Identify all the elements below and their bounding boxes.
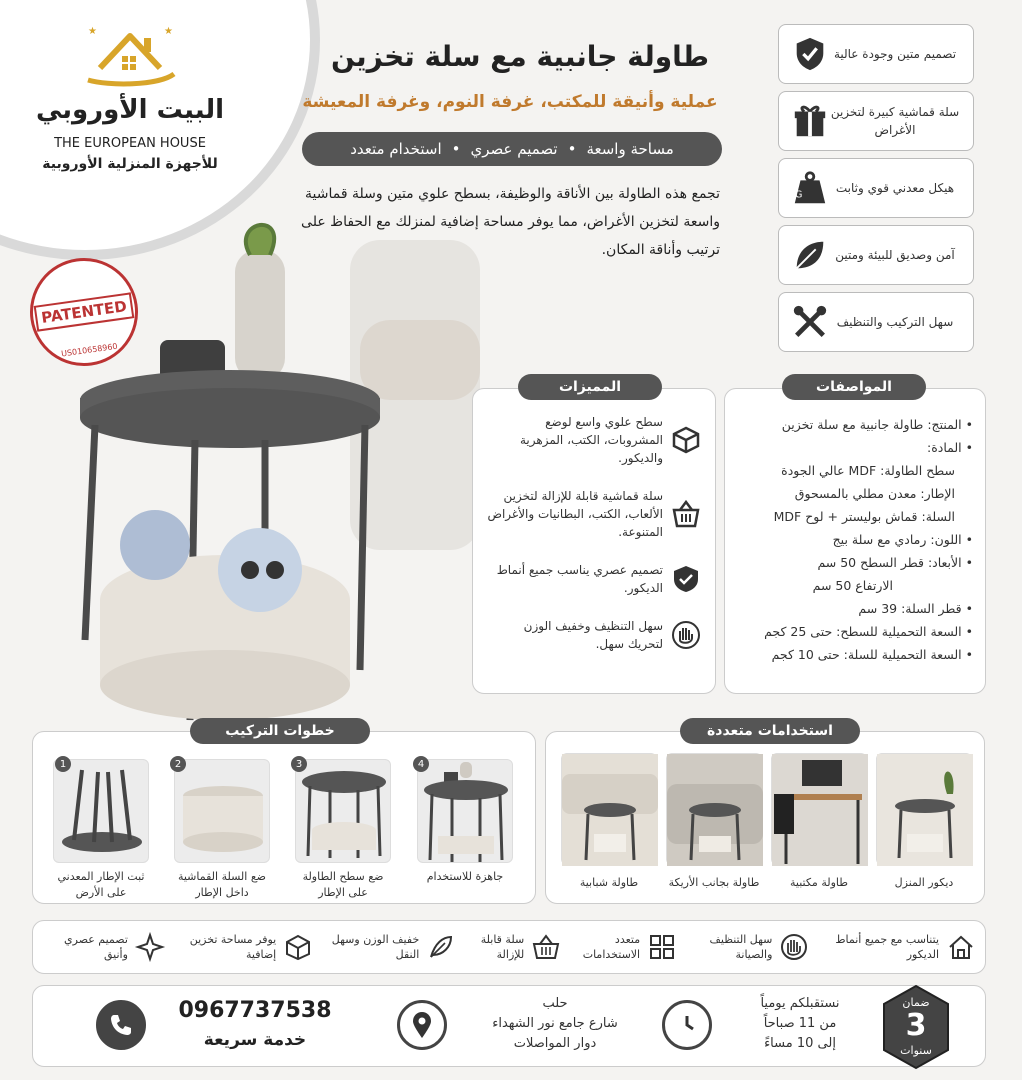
step-number: 4 [413, 756, 429, 772]
install-step [417, 759, 513, 885]
step-image [53, 759, 149, 863]
grid-icon [648, 933, 676, 961]
spec-line: • الأبعاد: قطر السطح 50 سم [817, 555, 973, 570]
step-caption: ضع السلة القماشية داخل الإطار [177, 870, 267, 899]
warranty-top: ضمان [902, 996, 930, 1009]
feature-card [778, 158, 974, 218]
warranty-number: 3 [905, 1008, 927, 1043]
feature-bar-item [808, 932, 975, 962]
cube-icon [671, 425, 701, 455]
basket-icon [532, 933, 560, 961]
address [460, 994, 650, 1054]
advantage-item [487, 561, 701, 597]
step-caption: ضع سطح الطاولة على الإطار [302, 870, 384, 899]
use-item [666, 753, 762, 891]
home-icon [947, 933, 975, 961]
spec-line: السلة: قماش بوليستر + لوح MDF [773, 509, 955, 524]
install-step [174, 759, 270, 901]
dot-separator: • [451, 140, 461, 158]
address-line: حلب [542, 996, 568, 1011]
warranty-bottom: سنوات [900, 1044, 932, 1057]
feature-card-text: سهل التركيب والتنظيف [836, 315, 954, 329]
phone-number[interactable]: 0967737538 [178, 998, 332, 1023]
brand-tagline: للأجهزة المنزلية الأوروبية [42, 156, 218, 172]
feature-bar-text: سلة قابلة للإزالة [480, 933, 525, 961]
step-image [174, 759, 270, 863]
advantages-tab: المميزات [518, 374, 662, 400]
highlight-item: تصميم عصري [470, 140, 558, 158]
use-caption: طاولة بجانب الأريكة [668, 876, 760, 889]
product-description: تجمع هذه الطاولة بين الأناقة والوظيفة، بسطح علوي متين وسلة قماشية واسعة لتخزين الأغراض، مما يوفر مساحة إضافية لمنزلك مع الحفاظ على ترتيب وأناقة المكان. [301, 186, 720, 258]
feature-card-text: آمن وصديق للبيئة ومتين [835, 248, 955, 262]
use-item [876, 753, 972, 891]
spec-line: سطح الطاولة: MDF عالي الجودة [781, 463, 955, 478]
feature-card-text: تصميم متين وجودة عالية [833, 47, 957, 61]
spec-line: • قطر السلة: 39 سم [858, 601, 973, 616]
page-subtitle: عملية وأنيقة للمكتب، غرفة النوم، وغرفة المعيشة [302, 92, 718, 112]
address-line: شارع جامع نور الشهداء [492, 1016, 618, 1031]
sparkle-icon [136, 933, 164, 961]
spec-line: • المادة: [927, 440, 973, 455]
hours-line: نستقبلكم يومياً [760, 996, 840, 1011]
feature-bar-item [43, 932, 164, 962]
advantage-item [487, 487, 701, 541]
feature-card [778, 91, 974, 151]
feature-bar-text: يوفر مساحة تخزين إضافية [189, 933, 277, 961]
box-icon [284, 933, 312, 961]
uses-tab: استخدامات متعددة [680, 718, 860, 744]
address-line: دوار المواصلات [513, 1036, 597, 1051]
clock-icon [662, 1000, 712, 1050]
feature-card [778, 225, 974, 285]
step-caption: جاهزة للاستخدام [426, 870, 504, 883]
step-image [417, 759, 513, 863]
advantage-item [487, 617, 701, 653]
step-image [295, 759, 391, 863]
feature-bar-item [312, 932, 455, 962]
shield-check-icon [791, 35, 829, 73]
hours-line: من 11 صباحاً [763, 1016, 837, 1031]
page-title: طاولة جانبية مع سلة تخزين [330, 40, 710, 73]
feature-bar-text: سهل التنظيف والصيانة [709, 933, 773, 961]
phone-icon[interactable] [96, 1000, 146, 1050]
install-step [53, 759, 149, 901]
step-caption: ثبت الإطار المعدني على الأرض [57, 870, 145, 899]
feather-icon [427, 933, 455, 961]
use-caption: طاولة مكتبية [790, 876, 848, 889]
advantage-text: سهل التنظيف وخفيف الوزن لتحريك سهل. [523, 619, 663, 651]
feature-bar-text: متعدد الاستخدامات [582, 933, 641, 961]
use-caption: ديكور المنزل [894, 876, 954, 889]
advantage-text: سطح علوي واسع لوضع المشروبات، الكتب، المزهرية والديكور. [519, 415, 663, 465]
feature-bar-item [560, 932, 676, 962]
install-step [295, 759, 391, 901]
specs-tab: المواصفات [782, 374, 926, 400]
advantage-item [487, 413, 701, 467]
step-number: 1 [55, 756, 71, 772]
leaf-icon [791, 236, 829, 274]
spec-line: • اللون: رمادي مع سلة بيج [832, 532, 973, 547]
gift-box-icon [791, 102, 829, 140]
badge-check-icon [671, 564, 701, 594]
use-image [561, 753, 657, 865]
advantages-panel [472, 388, 716, 694]
spec-line: • السعة التحميلية للسطح: حتى 25 كجم [764, 624, 973, 639]
step-number: 2 [170, 756, 186, 772]
install-tab: خطوات التركيب [190, 718, 370, 744]
svg-text:★: ★ [164, 26, 173, 37]
house-logo-icon [78, 22, 182, 92]
brand-name-en: THE EUROPEAN HOUSE [54, 136, 206, 151]
feature-bar [32, 920, 986, 974]
hand-clean-icon [780, 933, 808, 961]
weight-kg-icon [788, 169, 829, 207]
phone-note: خدمة سريعة [203, 1030, 307, 1050]
spec-line: الإطار: معدن مطلي بالمسحوق [794, 486, 955, 501]
advantage-text: تصميم عصري يناسب جميع أنماط الديكور. [496, 563, 663, 595]
feature-bar-item [676, 932, 808, 962]
spec-line: الارتفاع 50 سم [812, 578, 893, 593]
highlight-item: استخدام متعدد [350, 140, 442, 158]
basket-icon [671, 499, 701, 529]
use-image [876, 753, 972, 865]
use-caption: طاولة شبابية [579, 876, 639, 889]
feature-bar-item [164, 932, 312, 962]
feature-bar-text: خفيف الوزن وسهل النقل [331, 933, 420, 961]
feature-card [778, 292, 974, 352]
svg-text:★: ★ [88, 26, 97, 37]
dot-separator: • [567, 140, 577, 158]
hand-clean-icon [671, 620, 701, 650]
feature-card-text: سلة قماشية كبيرة لتخزين الأغراض [830, 105, 960, 137]
svg-text:KG: KG [788, 189, 803, 201]
use-image [666, 753, 762, 865]
step-number: 3 [291, 756, 307, 772]
opening-hours [730, 994, 870, 1054]
advantage-text: سلة قماشية قابلة للإزالة لتخزين الألعاب، الكتب، البطانيات والأغراض المتنوعة. [487, 489, 663, 539]
feature-card [778, 24, 974, 84]
specs-panel [724, 388, 986, 694]
highlight-item: مساحة واسعة [586, 140, 674, 158]
tools-icon [791, 303, 829, 341]
use-item [771, 753, 867, 891]
hours-line: إلى 10 مساءً [764, 1036, 836, 1051]
use-image [771, 753, 867, 865]
feature-card-text: هيكل معدني قوي وثابت [835, 181, 955, 195]
feature-bar-text: يتناسب مع جميع أنماط الديكور [835, 933, 939, 961]
feature-bar-item [455, 932, 560, 962]
product-image [60, 200, 480, 720]
spec-line: • المنتج: طاولة جانبية مع سلة تخزين [781, 417, 973, 432]
feature-bar-text: تصميم عصري وأنيق [64, 933, 128, 961]
use-item [561, 753, 657, 891]
brand-name-ar: البيت الأوروبي [35, 95, 225, 125]
location-pin-icon [397, 1000, 447, 1050]
patent-number: US010658960 [60, 341, 119, 359]
highlights-pill [302, 132, 722, 166]
spec-line: • السعة التحميلية للسلة: حتى 10 كجم [771, 647, 973, 662]
patent-label: PATENTED [34, 292, 135, 331]
